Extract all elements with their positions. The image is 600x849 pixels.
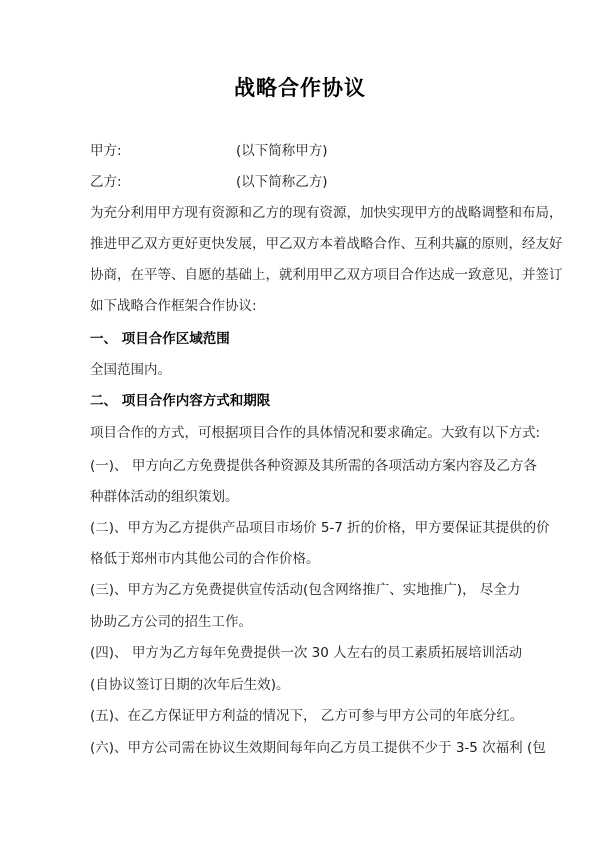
section-2-intro: 项目合作的方式，可根据项目合作的具体情况和要求确定。大致有以下方式: <box>90 425 541 441</box>
clause-1-line-1: (一)、 甲方向乙方免费提供各种资源及其所需的各项活动方案内容及乙方各 <box>90 458 537 474</box>
clause-4-line-2: (自协议签订日期的次年后生效)。 <box>90 677 290 693</box>
party-b-note: (以下简称乙方) <box>236 174 328 190</box>
clause-3-line-2: 协助乙方公司的招生工作。 <box>90 614 252 630</box>
clause-6-line-1: (六)、甲方公司需在协议生效期间每年向乙方员工提供不少于 3-5 次福利 (包 <box>90 740 546 756</box>
intro-line: 推进甲乙双方更好更快发展，甲乙双方本着战略合作、互利共赢的原则，经友好 <box>90 236 563 252</box>
clause-2-line-1: (二)、甲方为乙方提供产品项目市场价 5-7 折的价格，甲方要保证其提供的价 <box>90 520 550 536</box>
clause-1-line-2: 种群体活动的组织策划。 <box>90 489 239 505</box>
clause-3-line-1: (三)、甲方为乙方免费提供宣传活动(包含网络推广、实地推广)， 尽全力 <box>90 582 521 598</box>
party-a-label: 甲方: <box>90 143 122 159</box>
party-a-note: (以下简称甲方) <box>236 143 328 159</box>
clause-2-line-2: 格低于郑州市内其他公司的合作价格。 <box>90 551 320 567</box>
section-1-body: 全国范围内。 <box>90 362 171 378</box>
clause-5-line-1: (五)、在乙方保证甲方利益的情况下， 乙方可参与甲方公司的年底分红。 <box>90 708 524 724</box>
intro-line: 如下战略合作框架合作协议: <box>90 298 257 314</box>
document-title: 战略合作协议 <box>234 76 366 100</box>
intro-line: 协商，在平等、自愿的基础上，就利用甲乙双方项目合作达成一致意见，并签订 <box>90 267 563 283</box>
intro-line: 为充分利用甲方现有资源和乙方的现有资源，加快实现甲方的战略调整和布局， <box>90 205 563 221</box>
section-2-heading: 二、 项目合作内容方式和期限 <box>90 393 271 409</box>
party-b-label: 乙方: <box>90 174 122 190</box>
clause-4-line-1: (四)、 甲方为乙方每年免费提供一次 30 人左右的员工素质拓展培训活动 <box>90 645 523 661</box>
section-1-heading: 一、 项目合作区域范围 <box>90 331 230 347</box>
